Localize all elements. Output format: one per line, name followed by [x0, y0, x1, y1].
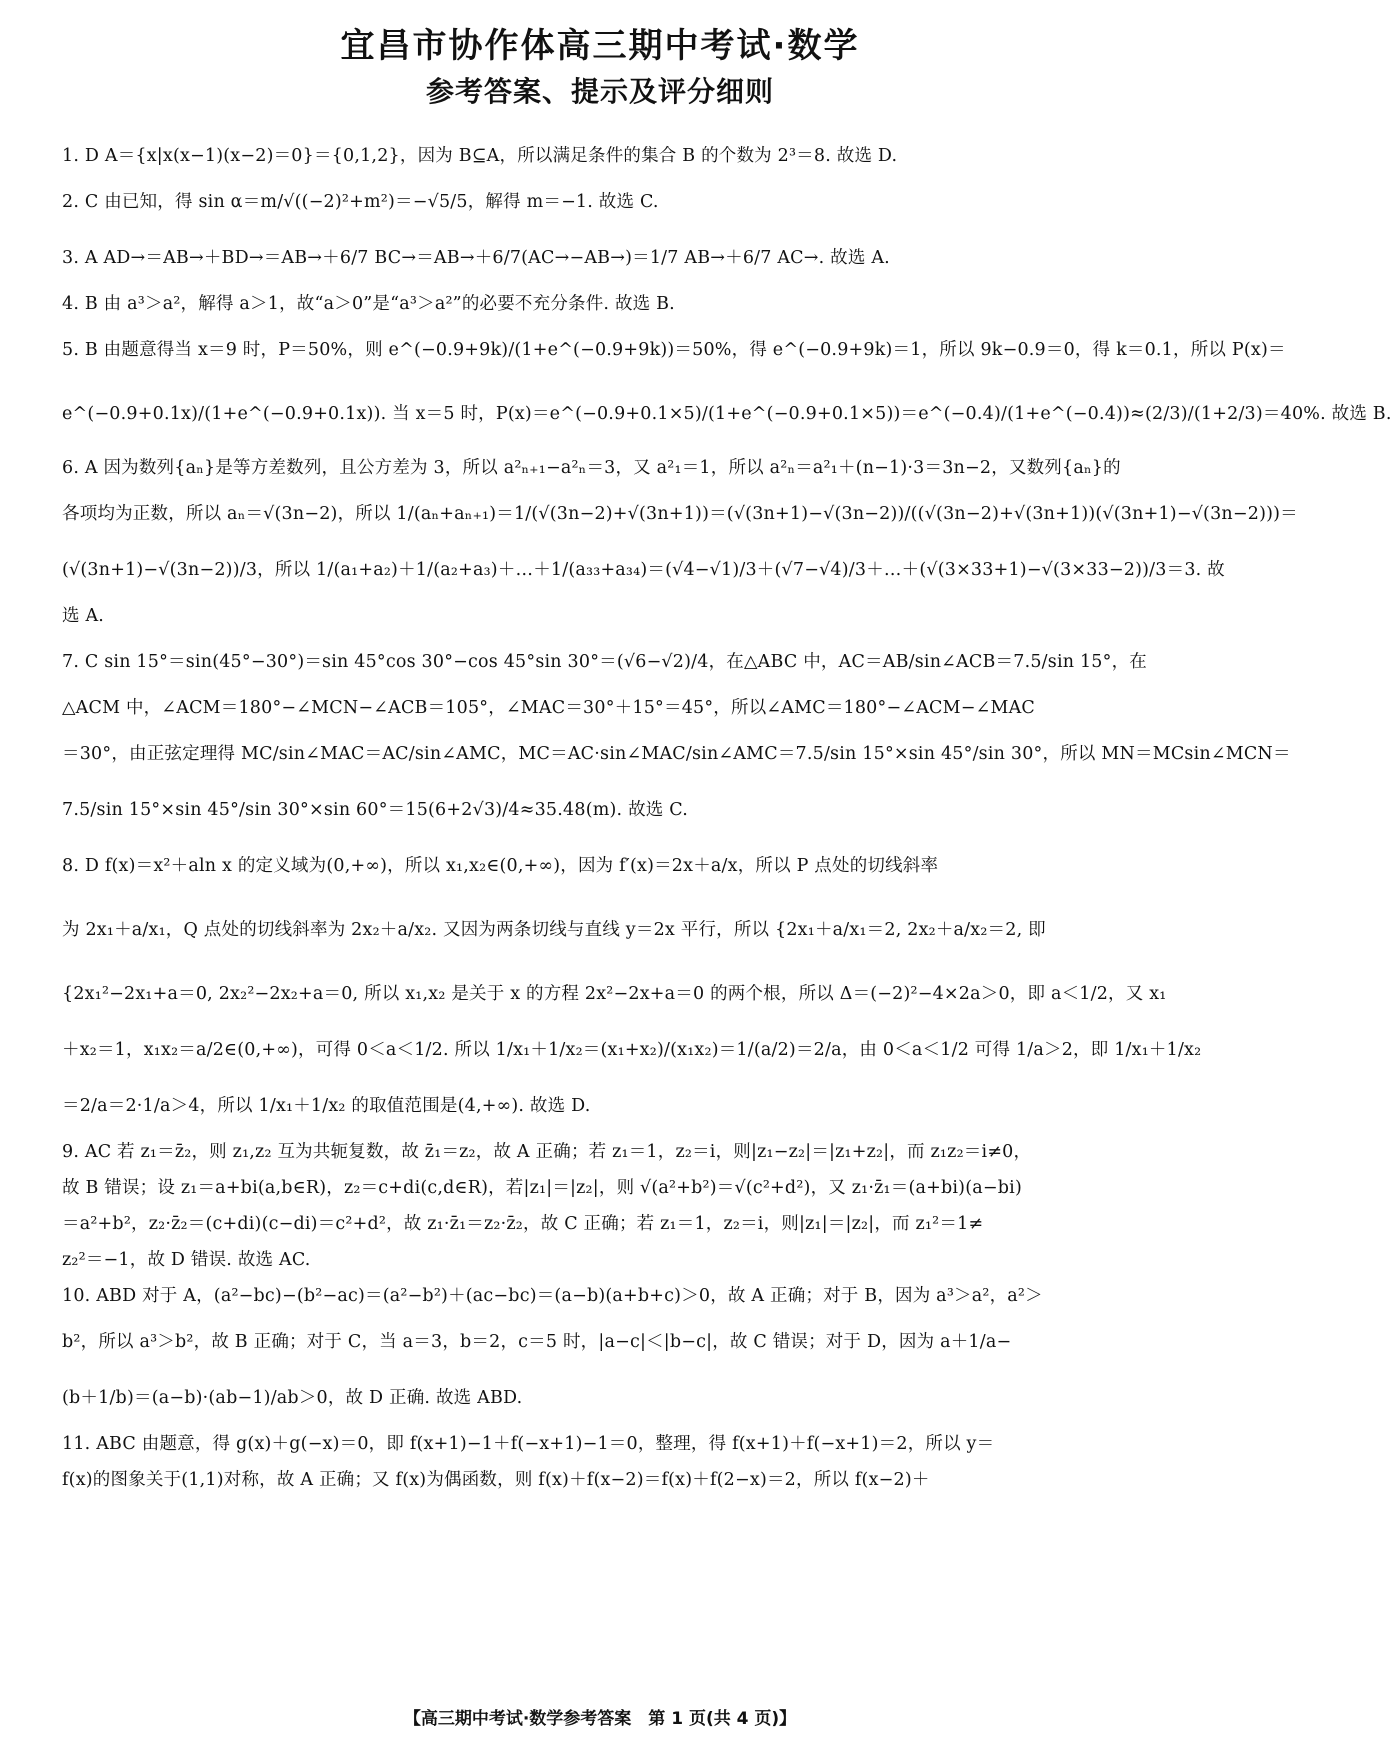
- answer-line: 8. D f(x)＝x²＋aln x 的定义域为(0,+∞)，所以 x₁,x₂∈(0,+∞)，因为 f′(x)＝2x＋a/x，所以 P 点处的切线斜率: [62, 856, 939, 876]
- answer-line: ＝a²+b²，z₂·z̄₂＝(c+di)(c−di)＝c²+d²，故 z₁·z̄₁＝z₂·z̄₂，故 C 正确；若 z₁＝1，z₂＝i，则|z₁|＝|z₂|，而 z₁²＝1≠: [62, 1214, 984, 1234]
- answer-line: 2. C 由已知，得 sin α＝m/√((−2)²+m²)＝−√5/5，解得 m＝−1. 故选 C.: [62, 192, 659, 212]
- answer-line: 7. C sin 15°＝sin(45°−30°)＝sin 45°cos 30°−cos 45°sin 30°＝(√6−√2)/4，在△ABC 中，AC＝AB/sin∠ACB＝7.5/sin 15°，在: [62, 652, 1147, 672]
- answer-line: b²，所以 a³＞b²，故 B 正确；对于 C，当 a＝3，b＝2，c＝5 时，|a−c|＜|b−c|，故 C 错误；对于 D，因为 a＋1/a−: [62, 1332, 1012, 1352]
- answer-line: ＋x₂＝1，x₁x₂＝a/2∈(0,+∞)，可得 0＜a＜1/2. 所以 1/x₁＋1/x₂＝(x₁+x₂)/(x₁x₂)＝1/(a/2)＝2/a，由 0＜a＜1/2 可得 1/a＞2，即 1/x₁＋1/x₂: [62, 1040, 1202, 1060]
- answer-line: 7.5/sin 15°×sin 45°/sin 30°×sin 60°＝15(6+2√3)/4≈35.48(m). 故选 C.: [62, 800, 688, 820]
- answer-line: △ACM 中，∠ACM＝180°−∠MCN−∠ACB＝105°，∠MAC＝30°＋15°＝45°，所以∠AMC＝180°−∠ACM−∠MAC: [62, 698, 1036, 718]
- answer-line: 故 B 错误；设 z₁＝a+bi(a,b∈R)，z₂＝c+di(c,d∈R)，若|z₁|＝|z₂|，则 √(a²+b²)＝√(c²+d²)，又 z₁·z̄₁＝(a+bi)(a−bi): [62, 1178, 1022, 1198]
- answer-line: {2x₁²−2x₁+a＝0, 2x₂²−2x₂+a＝0, 所以 x₁,x₂ 是关于 x 的方程 2x²−2x+a＝0 的两个根，所以 Δ＝(−2)²−4×2a＞0，即 a＜1/2，又 x₁: [62, 984, 1167, 1004]
- answer-line: 10. ABD 对于 A，(a²−bc)−(b²−ac)＝(a²−b²)＋(ac−bc)＝(a−b)(a+b+c)＞0，故 A 正确；对于 B，因为 a³＞a²，a²＞: [62, 1286, 1043, 1306]
- answer-line: 各项均为正数，所以 aₙ＝√(3n−2)，所以 1/(aₙ+aₙ₊₁)＝1/(√(3n−2)+√(3n+1))＝(√(3n+1)−√(3n−2))/((√(3n−2)+√(3n+1))(√(3n+1)−√(3n−2)))＝: [62, 504, 1298, 524]
- answer-line: 为 2x₁＋a/x₁，Q 点处的切线斜率为 2x₂＋a/x₂. 又因为两条切线与直线 y＝2x 平行，所以 {2x₁＋a/x₁＝2, 2x₂＋a/x₂＝2, 即: [62, 920, 1046, 940]
- answer-line: 选 A.: [62, 606, 105, 626]
- answer-line: e^(−0.9+0.1x)/(1+e^(−0.9+0.1x)). 当 x＝5 时，P(x)＝e^(−0.9+0.1×5)/(1+e^(−0.9+0.1×5))＝e^(−0.4)/(1+e^(−0.4))≈(2/3)/(1+2/3)＝40%. 故选 B.: [62, 404, 1392, 424]
- answer-line: ＝2/a＝2·1/a＞4，所以 1/x₁＋1/x₂ 的取值范围是(4,+∞). 故选 D.: [62, 1096, 591, 1116]
- answer-line: 1. D A＝{x|x(x−1)(x−2)＝0}＝{0,1,2}，因为 B⊆A，所以满足条件的集合 B 的个数为 2³＝8. 故选 D.: [62, 146, 898, 166]
- answer-line: (√(3n+1)−√(3n−2))/3，所以 1/(a₁+a₂)＋1/(a₂+a₃)＋…＋1/(a₃₃+a₃₄)＝(√4−√1)/3＋(√7−√4)/3＋…＋(√(3×33+1)−√(3×33−2))/3＝3. 故: [62, 560, 1225, 580]
- answer-line: 5. B 由题意得当 x＝9 时，P＝50%，则 e^(−0.9+9k)/(1+e^(−0.9+9k))＝50%，得 e^(−0.9+9k)＝1，所以 9k−0.9＝0，得 k＝0.1，所以 P(x)＝: [62, 340, 1286, 360]
- answer-line: f(x)的图象关于(1,1)对称，故 A 正确；又 f(x)为偶函数，则 f(x)＋f(x−2)＝f(x)＋f(2−x)＝2，所以 f(x−2)＋: [62, 1470, 930, 1490]
- answer-line: z₂²＝−1，故 D 错误. 故选 AC.: [62, 1250, 311, 1270]
- answer-line: 6. A 因为数列{aₙ}是等方差数列，且公方差为 3，所以 a²ₙ₊₁−a²ₙ＝3，又 a²₁＝1，所以 a²ₙ＝a²₁＋(n−1)·3＝3n−2，又数列{aₙ}的: [62, 458, 1121, 478]
- page-title: 宜昌市协作体高三期中考试·数学: [340, 26, 860, 66]
- answer-line: ＝30°，由正弦定理得 MC/sin∠MAC＝AC/sin∠AMC，MC＝AC·sin∠MAC/sin∠AMC＝7.5/sin 15°×sin 45°/sin 30°，所以 MN＝MCsin∠MCN＝: [62, 744, 1291, 764]
- answer-line: 3. A AD→＝AB→＋BD→＝AB→＋6/7 BC→＝AB→＋6/7(AC→−AB→)＝1/7 AB→＋6/7 AC→. 故选 A.: [62, 248, 890, 268]
- answer-line: (b＋1/b)＝(a−b)·(ab−1)/ab＞0，故 D 正确. 故选 ABD.: [62, 1388, 523, 1408]
- answer-line: 9. AC 若 z₁＝z̄₂，则 z₁,z₂ 互为共轭复数，故 z̄₁＝z₂，故 A 正确；若 z₁＝1，z₂＝i，则|z₁−z₂|＝|z₁+z₂|，而 z₁z₂＝i≠0，: [62, 1142, 1032, 1162]
- page-footer: 【高三期中考试·数学参考答案 第 1 页(共 4 页)】: [403, 1709, 797, 1729]
- answer-line: 4. B 由 a³＞a²，解得 a＞1，故“a＞0”是“a³＞a²”的必要不充分条件. 故选 B.: [62, 294, 675, 314]
- answer-line: 11. ABC 由题意，得 g(x)＋g(−x)＝0，即 f(x+1)−1＋f(−x+1)−1＝0，整理，得 f(x+1)＋f(−x+1)＝2，所以 y＝: [62, 1434, 995, 1454]
- page-subtitle: 参考答案、提示及评分细则: [425, 75, 774, 108]
- answer-list: [62, 140, 1392, 1500]
